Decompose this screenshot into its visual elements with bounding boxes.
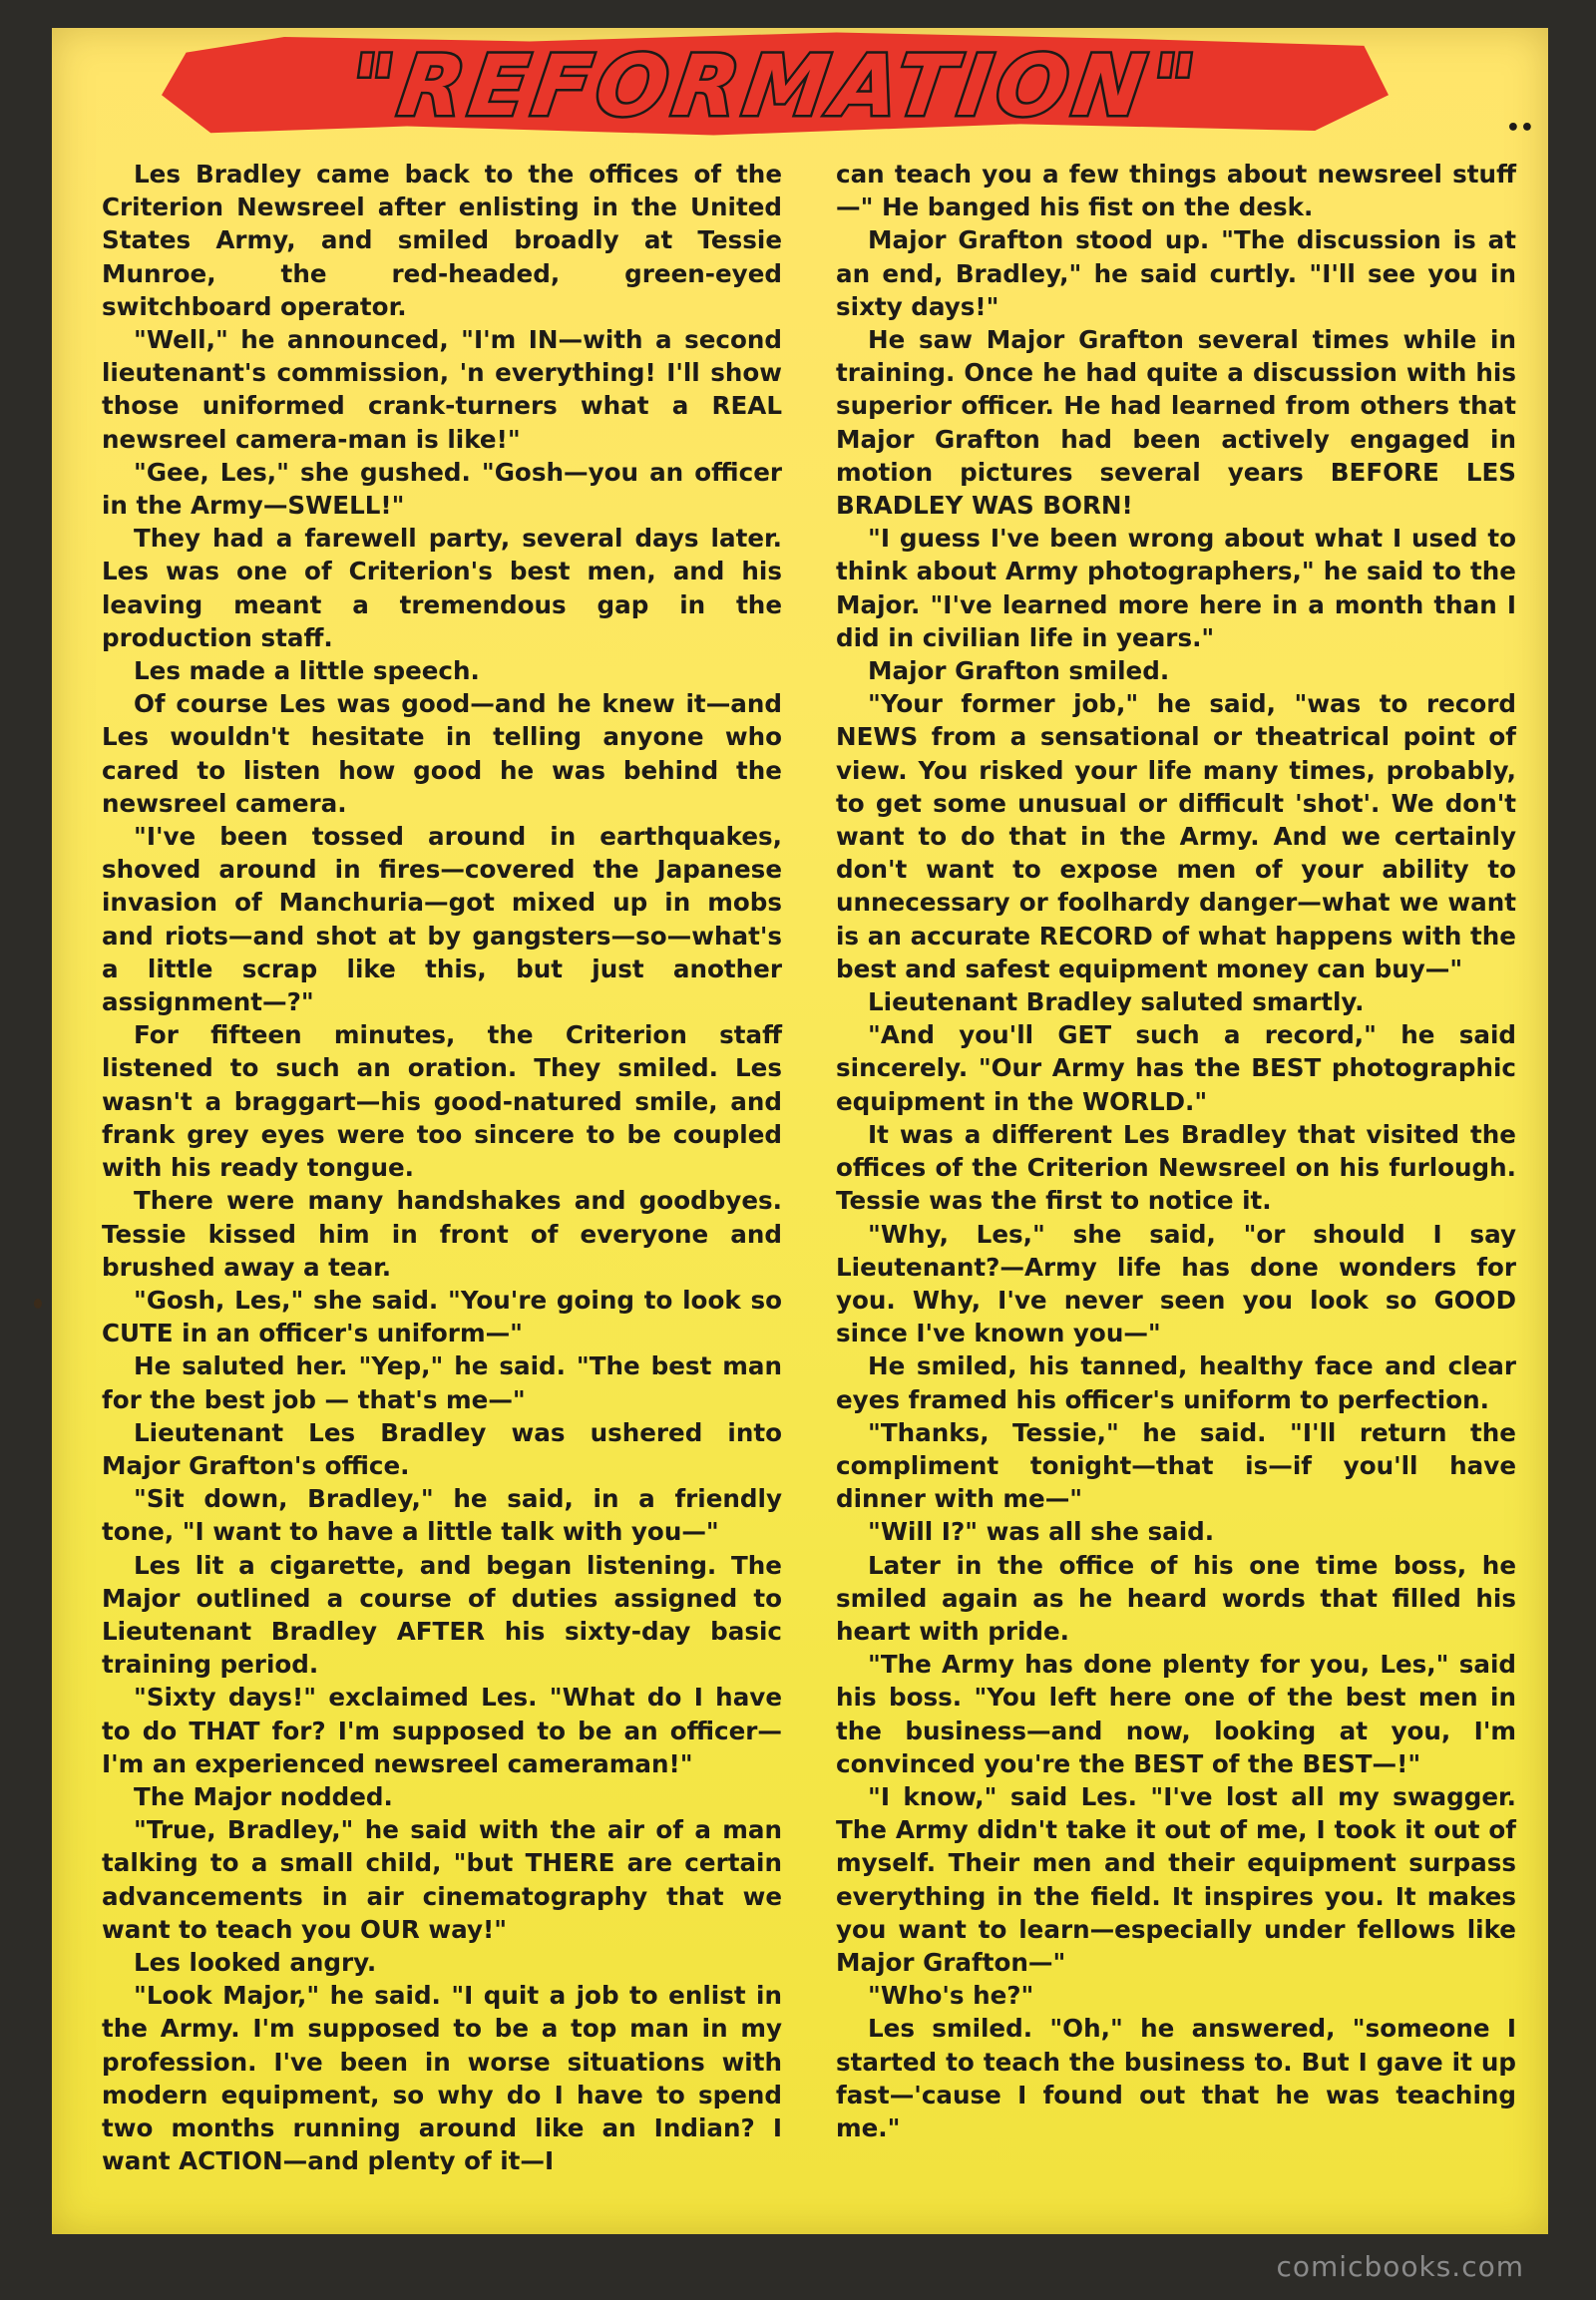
- paragraph: "Sit down, Bradley," he said, in a friendly tone, "I want to have a little talk with you—": [102, 1484, 782, 1547]
- paragraph: "The Army has done plenty for you, Les," said his boss. "You left here one of the best men in the business—and now, looking at you, I'm convinced you're the BEST of the BEST—!": [836, 1650, 1516, 1778]
- paragraph: It was a different Les Bradley that visited the offices of the Criterion Newsreel on his furlough. Tessie was the first to notice it.: [836, 1119, 1516, 1216]
- left-column: [102, 158, 782, 2177]
- paragraph: "Will I?" was all she said.: [868, 1517, 1215, 1547]
- paragraph: There were many handshakes and goodbyes. Tessie kissed him in front of everyone and brushed away a tear.: [102, 1186, 782, 1282]
- paragraph: He saluted her. "Yep," he said. "The best man for the best job — that's me—": [102, 1351, 782, 1414]
- paragraph: Major Grafton stood up. "The discussion is at an end, Bradley," he said curtly. "I'll see you in sixty days!": [836, 225, 1516, 321]
- paragraph: "Who's he?": [868, 1981, 1034, 2011]
- paragraph: Les made a little speech.: [134, 656, 480, 686]
- paragraph: "And you'll GET such a record," he said sincerely. "Our Army has the BEST photographic equipment in the WORLD.": [836, 1020, 1516, 1116]
- comic-page: [52, 28, 1548, 2234]
- paragraph: Les smiled. "Oh," he answered, "someone I started to teach the business to. But I gave it up fast—'cause I found out that he was teaching me.": [836, 2014, 1516, 2142]
- paragraph: Of course Les was good—and he knew it—and Les wouldn't hesitate in telling anyone who cared to listen how good he was behind the newsreel camera.: [102, 689, 782, 818]
- paragraph: "Thanks, Tessie," he said. "I'll return the compliment tonight—that is—if you'll have dinner with me—": [836, 1417, 1516, 1514]
- paragraph: They had a farewell party, several days later. Les was one of Criterion's best men, and his leaving meant a tremendous gap in the production staff.: [102, 524, 782, 652]
- paragraph: Major Grafton smiled.: [868, 656, 1170, 686]
- paragraph: He saw Major Grafton several times while in training. Once he had quite a discussion with his superior officer. He had learned from others that Major Grafton had been actively engaged in motion pictures several years BEFORE LES BRADLEY WAS BORN!: [836, 325, 1516, 521]
- paragraph: "Why, Les," she said, "or should I say Lieutenant?—Army life has done wonders for you. Why, I've never seen you look so GOOD since I've known you—": [836, 1219, 1516, 1348]
- ornament: ••: [1505, 116, 1534, 141]
- paragraph: "I know," said Les. "I've lost all my swagger. The Army didn't take it out of me, I took it out of myself. Their men and their equipment surpass everything in the field. It inspires you. It makes you want to learn—especially under fellows like Major Grafton—": [836, 1781, 1516, 1977]
- paragraph: "Your former job," he said, "was to record NEWS from a sensational or theatrical point of view. You risked your life many times, probably, to get some unusual or difficult 'shot'. We don't want to do that in the Army. And we certainly don't want to expose men of your ability to unnecessary or foolhardy danger—what we want is an accurate RECORD of what happens with the best and safest equipment money can buy—": [836, 689, 1516, 983]
- paragraph: "Sixty days!" exclaimed Les. "What do I have to do THAT for? I'm supposed to be an officer—I'm an experienced newsreel cameraman!": [102, 1683, 782, 1778]
- paragraph: can teach you a few things about newsreel stuff—" He banged his fist on the desk.: [836, 160, 1516, 222]
- paragraph: "True, Bradley," he said with the air of a man talking to a small child, "but THERE are certain advancements in air cinematography that we want to teach you OUR way!": [102, 1815, 782, 1944]
- paragraph: "Gee, Les," she gushed. "Gosh—you an officer in the Army—SWELL!": [102, 457, 782, 521]
- paragraph: Lieutenant Les Bradley was ushered into Major Grafton's office.: [102, 1417, 782, 1480]
- paragraph: Les lit a cigarette, and began listening. The Major outlined a course of duties assigned to Lieutenant Bradley AFTER his sixty-day basic training period.: [102, 1550, 782, 1680]
- paragraph: "Gosh, Les," she said. "You're going to look so CUTE in an officer's uniform—": [102, 1285, 782, 1348]
- paragraph: Les looked angry.: [134, 1947, 377, 1977]
- paragraph: He smiled, his tanned, healthy face and clear eyes framed his officer's uniform to perfection.: [836, 1351, 1516, 1414]
- paragraph: "I guess I've been wrong about what I used to think about Army photographers," he said to the Major. "I've learned more here in a month than I did in civilian life in years.": [836, 524, 1516, 652]
- paragraph: Lieutenant Bradley saluted smartly.: [868, 987, 1365, 1017]
- paragraph: Later in the office of his one time boss, he smiled again as he heard words that filled his heart with pride.: [836, 1550, 1516, 1646]
- right-column: [836, 158, 1516, 2144]
- page-speck: [34, 1299, 42, 1309]
- story-title: "REFORMATION": [343, 37, 1207, 135]
- paragraph: Les Bradley came back to the offices of the Criterion Newsreel after enlisting in the United States Army, and smiled broadly at Tessie Munroe, the red-headed, green-eyed switchboard operator.: [102, 160, 782, 321]
- paragraph: "Well," he announced, "I'm IN—with a second lieutenant's commission, 'n everything! I'll show those uniformed crank-turners what a REAL newsreel camera-man is like!": [102, 325, 782, 454]
- paragraph: "I've been tossed around in earthquakes, shoved around in fires—covered the Japanese invasion of Manchuria—got mixed up in mobs and riots—and shot at by gangsters—so—what's a little scrap like this, but just another assignment—?": [102, 822, 782, 1017]
- paragraph: For fifteen minutes, the Criterion staff listened to such an oration. They smiled. Les wasn't a braggart—his good-natured smile, and frank grey eyes were too sincere to be coupled with his ready tongue.: [102, 1020, 782, 1183]
- watermark: comicbooks.com: [1276, 2250, 1524, 2283]
- paragraph: The Major nodded.: [134, 1781, 393, 1811]
- paragraph: "Look Major," he said. "I quit a job to enlist in the Army. I'm supposed to be a top man in my profession. I've been in worse situations with modern equipment, so why do I have to spend two months running around like an Indian? I want ACTION—and plenty of it—I: [102, 1981, 782, 2176]
